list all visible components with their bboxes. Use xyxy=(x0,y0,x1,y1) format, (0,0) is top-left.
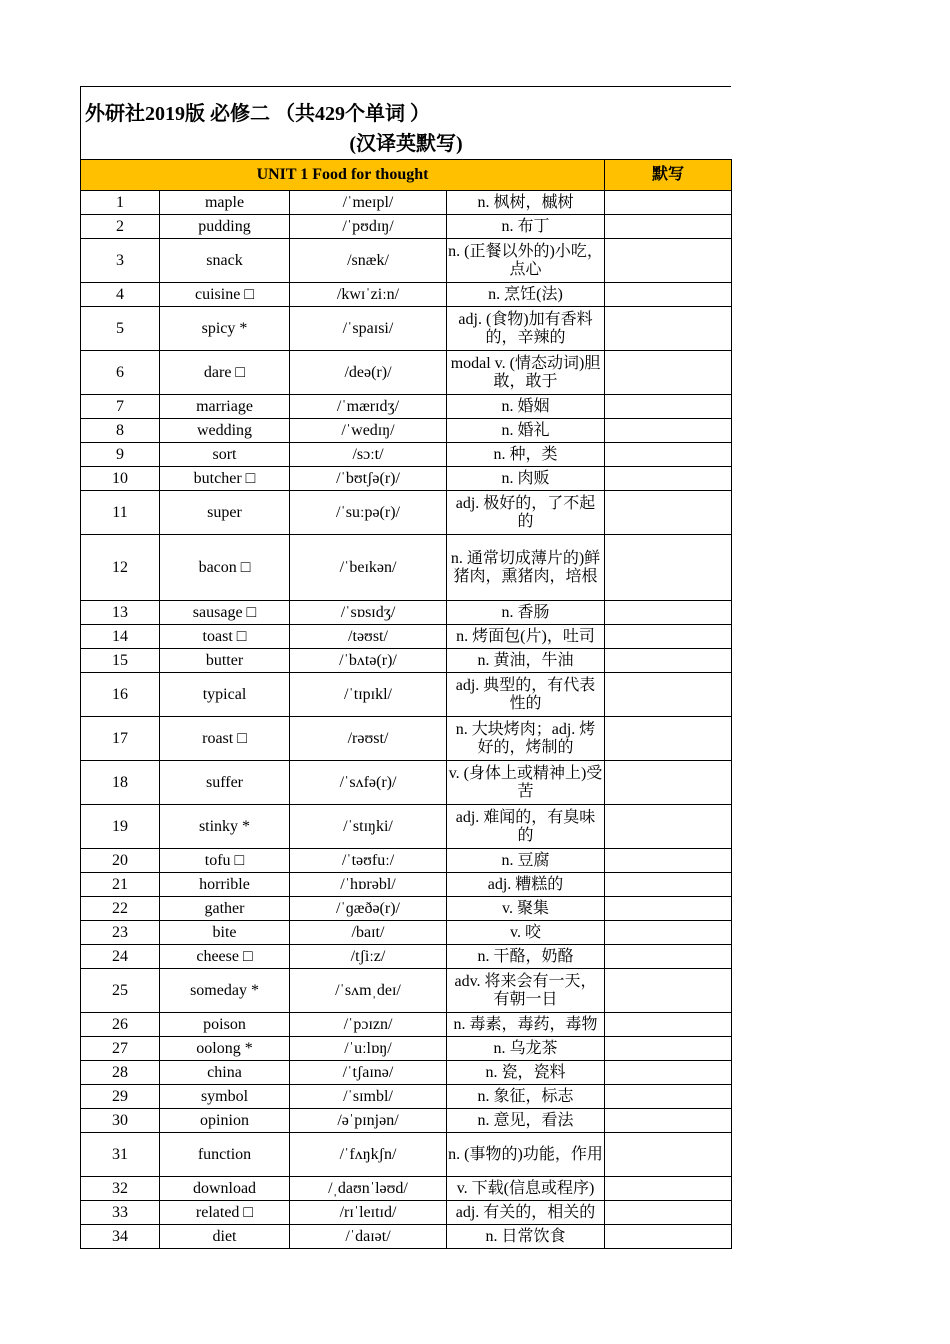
row-number: 29 xyxy=(81,1085,160,1109)
phonetic-cell: /ˈtɪpɪkl/ xyxy=(290,673,447,717)
title-main: 外研社2019版 必修二 xyxy=(85,103,270,125)
word-count: （共429个单词 ） xyxy=(275,103,430,125)
row-number: 25 xyxy=(81,969,160,1013)
row-number: 14 xyxy=(81,625,160,649)
meaning-cell: n. 意见，看法 xyxy=(447,1109,605,1133)
word-cell: cuisine □ xyxy=(160,283,290,307)
row-number: 22 xyxy=(81,897,160,921)
table-row xyxy=(81,1037,732,1061)
phonetic-cell: /ˈsɪmbl/ xyxy=(290,1085,447,1109)
meaning-cell: n. 烤面包(片)，吐司 xyxy=(447,625,605,649)
phonetic-cell: /ˈpɔɪzn/ xyxy=(290,1013,447,1037)
dictation-cell[interactable] xyxy=(605,873,732,897)
meaning-cell: n. 干酪，奶酪 xyxy=(447,945,605,969)
table-row xyxy=(81,1201,732,1225)
dictation-cell[interactable] xyxy=(605,761,732,805)
phonetic-cell: /ˈfʌŋkʃn/ xyxy=(290,1133,447,1177)
table-row xyxy=(81,535,732,601)
table-row xyxy=(81,1225,732,1249)
dictation-cell[interactable] xyxy=(605,191,732,215)
table-row xyxy=(81,873,732,897)
dictation-cell[interactable] xyxy=(605,283,732,307)
dictation-cell[interactable] xyxy=(605,351,732,395)
word-cell: typical xyxy=(160,673,290,717)
phonetic-cell: /ˈbeɪkən/ xyxy=(290,535,447,601)
table-row xyxy=(81,849,732,873)
table-row xyxy=(81,673,732,717)
word-cell: horrible xyxy=(160,873,290,897)
table-row xyxy=(81,307,732,351)
meaning-cell: n. 乌龙茶 xyxy=(447,1037,605,1061)
meaning-cell: n. 肉贩 xyxy=(447,467,605,491)
dictation-cell[interactable] xyxy=(605,945,732,969)
phonetic-cell: /sɔːt/ xyxy=(290,443,447,467)
meaning-cell: n. (正餐以外的)小吃，点心 xyxy=(447,239,605,283)
phonetic-cell: /ˈsʌmˌdeɪ/ xyxy=(290,969,447,1013)
row-number: 6 xyxy=(81,351,160,395)
dictation-cell[interactable] xyxy=(605,921,732,945)
phonetic-cell: /ˈdaɪət/ xyxy=(290,1225,447,1249)
meaning-cell: n. 枫树，槭树 xyxy=(447,191,605,215)
table-row xyxy=(81,945,732,969)
dictation-cell[interactable] xyxy=(605,1177,732,1201)
meaning-cell: n. 烹饪(法) xyxy=(447,283,605,307)
sheet-title xyxy=(85,97,430,126)
row-number: 21 xyxy=(81,873,160,897)
meaning-cell: adj. 典型的，有代表性的 xyxy=(447,673,605,717)
dictation-cell[interactable] xyxy=(605,1037,732,1061)
table-row xyxy=(81,1109,732,1133)
word-cell: toast □ xyxy=(160,625,290,649)
meaning-cell: n. 豆腐 xyxy=(447,849,605,873)
table-row xyxy=(81,761,732,805)
table-row xyxy=(81,191,732,215)
phonetic-cell: /ˈɡæðə(r)/ xyxy=(290,897,447,921)
phonetic-cell: /ˈpʊdɪŋ/ xyxy=(290,215,447,239)
phonetic-cell: /ˈsuːpə(r)/ xyxy=(290,491,447,535)
meaning-cell: adj. 糟糕的 xyxy=(447,873,605,897)
meaning-cell: n. 瓷，瓷料 xyxy=(447,1061,605,1085)
phonetic-cell: /ˈbʊtʃə(r)/ xyxy=(290,467,447,491)
dictation-cell[interactable] xyxy=(605,1201,732,1225)
meaning-cell: v. (身体上或精神上)受苦 xyxy=(447,761,605,805)
word-cell: function xyxy=(160,1133,290,1177)
meaning-cell: adj. 极好的，了不起的 xyxy=(447,491,605,535)
table-row xyxy=(81,395,732,419)
row-number: 13 xyxy=(81,601,160,625)
dictation-cell[interactable] xyxy=(605,1013,732,1037)
table-row xyxy=(81,419,732,443)
row-number: 28 xyxy=(81,1061,160,1085)
word-cell: tofu □ xyxy=(160,849,290,873)
word-cell: opinion xyxy=(160,1109,290,1133)
word-cell: pudding xyxy=(160,215,290,239)
meaning-cell: n. 香肠 xyxy=(447,601,605,625)
table-row xyxy=(81,351,732,395)
row-number: 34 xyxy=(81,1225,160,1249)
row-number: 17 xyxy=(81,717,160,761)
word-cell: china xyxy=(160,1061,290,1085)
meaning-cell: modal v. (情态动词)胆敢，敢于 xyxy=(447,351,605,395)
phonetic-cell: /tʃiːz/ xyxy=(290,945,447,969)
title-box xyxy=(80,86,731,159)
meaning-cell: n. 婚姻 xyxy=(447,395,605,419)
phonetic-cell: /ˈspaɪsi/ xyxy=(290,307,447,351)
phonetic-cell: /ˈuːlɒŋ/ xyxy=(290,1037,447,1061)
row-number: 12 xyxy=(81,535,160,601)
meaning-cell: n. 种，类 xyxy=(447,443,605,467)
table-row xyxy=(81,805,732,849)
table-row xyxy=(81,649,732,673)
word-cell: poison xyxy=(160,1013,290,1037)
phonetic-cell: /ˈsɒsɪdʒ/ xyxy=(290,601,447,625)
meaning-cell: adj. (食物)加有香料的，辛辣的 xyxy=(447,307,605,351)
word-cell: someday * xyxy=(160,969,290,1013)
word-cell: diet xyxy=(160,1225,290,1249)
word-cell: symbol xyxy=(160,1085,290,1109)
table-row xyxy=(81,1177,732,1201)
meaning-cell: n. 日常饮食 xyxy=(447,1225,605,1249)
meaning-cell: v. 下载(信息或程序) xyxy=(447,1177,605,1201)
phonetic-cell: /ˈstɪŋki/ xyxy=(290,805,447,849)
row-number: 5 xyxy=(81,307,160,351)
phonetic-cell: /baɪt/ xyxy=(290,921,447,945)
dictation-cell[interactable] xyxy=(605,1109,732,1133)
row-number: 27 xyxy=(81,1037,160,1061)
row-number: 10 xyxy=(81,467,160,491)
word-cell: sort xyxy=(160,443,290,467)
dictation-cell[interactable] xyxy=(605,419,732,443)
table-row xyxy=(81,1133,732,1177)
word-cell: sausage □ xyxy=(160,601,290,625)
row-number: 7 xyxy=(81,395,160,419)
phonetic-cell: /ˈmeɪpl/ xyxy=(290,191,447,215)
phonetic-cell: /ˈhɒrəbl/ xyxy=(290,873,447,897)
row-number: 2 xyxy=(81,215,160,239)
row-number: 9 xyxy=(81,443,160,467)
table-row xyxy=(81,921,732,945)
dictation-cell[interactable] xyxy=(605,601,732,625)
row-number: 4 xyxy=(81,283,160,307)
table-row xyxy=(81,601,732,625)
dictation-cell[interactable] xyxy=(605,467,732,491)
phonetic-cell: /rɪˈleɪtɪd/ xyxy=(290,1201,447,1225)
row-number: 30 xyxy=(81,1109,160,1133)
word-cell: suffer xyxy=(160,761,290,805)
dictation-cell[interactable] xyxy=(605,805,732,849)
word-cell: related □ xyxy=(160,1201,290,1225)
dictation-cell[interactable] xyxy=(605,849,732,873)
dictation-cell[interactable] xyxy=(605,395,732,419)
word-cell: butter xyxy=(160,649,290,673)
meaning-cell: n. 毒素，毒药，毒物 xyxy=(447,1013,605,1037)
phonetic-cell: /təʊst/ xyxy=(290,625,447,649)
row-number: 8 xyxy=(81,419,160,443)
word-cell: gather xyxy=(160,897,290,921)
meaning-cell: n. 大块烤肉；adj. 烤好的，烤制的 xyxy=(447,717,605,761)
dictation-cell[interactable] xyxy=(605,673,732,717)
phonetic-cell: /ˈmærɪdʒ/ xyxy=(290,395,447,419)
word-cell: bite xyxy=(160,921,290,945)
row-number: 11 xyxy=(81,491,160,535)
word-cell: spicy * xyxy=(160,307,290,351)
phonetic-cell: /ˌdaʊnˈləʊd/ xyxy=(290,1177,447,1201)
word-cell: marriage xyxy=(160,395,290,419)
dictation-cell[interactable] xyxy=(605,1085,732,1109)
dictation-cell[interactable] xyxy=(605,1061,732,1085)
dictation-cell[interactable] xyxy=(605,1133,732,1177)
meaning-cell: v. 咬 xyxy=(447,921,605,945)
dictation-cell[interactable] xyxy=(605,1225,732,1249)
meaning-cell: n. 象征，标志 xyxy=(447,1085,605,1109)
word-cell: cheese □ xyxy=(160,945,290,969)
dictation-cell[interactable] xyxy=(605,307,732,351)
word-cell: maple xyxy=(160,191,290,215)
word-cell: butcher □ xyxy=(160,467,290,491)
unit-header: UNIT 1 Food for thought xyxy=(81,160,605,191)
dictation-header: 默写 xyxy=(605,160,732,191)
phonetic-cell: /ˈbʌtə(r)/ xyxy=(290,649,447,673)
table-header-row xyxy=(81,160,732,191)
phonetic-cell: /ˈtʃaɪnə/ xyxy=(290,1061,447,1085)
word-cell: super xyxy=(160,491,290,535)
meaning-cell: n. 布丁 xyxy=(447,215,605,239)
dictation-cell[interactable] xyxy=(605,897,732,921)
table-row xyxy=(81,443,732,467)
row-number: 16 xyxy=(81,673,160,717)
phonetic-cell: /əˈpɪnjən/ xyxy=(290,1109,447,1133)
dictation-cell[interactable] xyxy=(605,969,732,1013)
phonetic-cell: /snæk/ xyxy=(290,239,447,283)
phonetic-cell: /ˈwedɪŋ/ xyxy=(290,419,447,443)
sheet-subtitle: (汉译英默写) xyxy=(349,133,463,155)
word-cell: snack xyxy=(160,239,290,283)
dictation-cell[interactable] xyxy=(605,239,732,283)
dictation-cell[interactable] xyxy=(605,491,732,535)
table-row xyxy=(81,717,732,761)
row-number: 15 xyxy=(81,649,160,673)
row-number: 26 xyxy=(81,1013,160,1037)
dictation-cell[interactable] xyxy=(605,443,732,467)
row-number: 1 xyxy=(81,191,160,215)
phonetic-cell: /kwɪˈziːn/ xyxy=(290,283,447,307)
word-cell: roast □ xyxy=(160,717,290,761)
word-cell: download xyxy=(160,1177,290,1201)
row-number: 18 xyxy=(81,761,160,805)
table-row xyxy=(81,215,732,239)
phonetic-cell: /rəʊst/ xyxy=(290,717,447,761)
vocabulary-table xyxy=(80,159,732,1249)
row-number: 31 xyxy=(81,1133,160,1177)
row-number: 24 xyxy=(81,945,160,969)
row-number: 3 xyxy=(81,239,160,283)
table-row xyxy=(81,491,732,535)
meaning-cell: n. 黄油，牛油 xyxy=(447,649,605,673)
table-row xyxy=(81,969,732,1013)
word-cell: dare □ xyxy=(160,351,290,395)
meaning-cell: v. 聚集 xyxy=(447,897,605,921)
table-row xyxy=(81,239,732,283)
meaning-cell: adv. 将来会有一天，有朝一日 xyxy=(447,969,605,1013)
phonetic-cell: /ˈtəʊfuː/ xyxy=(290,849,447,873)
dictation-cell[interactable] xyxy=(605,535,732,601)
word-cell: stinky * xyxy=(160,805,290,849)
word-cell: oolong * xyxy=(160,1037,290,1061)
dictation-cell[interactable] xyxy=(605,625,732,649)
table-row xyxy=(81,897,732,921)
row-number: 19 xyxy=(81,805,160,849)
row-number: 20 xyxy=(81,849,160,873)
table-row xyxy=(81,467,732,491)
row-number: 32 xyxy=(81,1177,160,1201)
table-row xyxy=(81,625,732,649)
meaning-cell: n. (事物的)功能，作用 xyxy=(447,1133,605,1177)
meaning-cell: adj. 有关的，相关的 xyxy=(447,1201,605,1225)
meaning-cell: n. 通常切成薄片的)鲜猪肉，熏猪肉，培根 xyxy=(447,535,605,601)
table-row xyxy=(81,1085,732,1109)
meaning-cell: n. 婚礼 xyxy=(447,419,605,443)
phonetic-cell: /deə(r)/ xyxy=(290,351,447,395)
row-number: 33 xyxy=(81,1201,160,1225)
dictation-cell[interactable] xyxy=(605,717,732,761)
word-cell: wedding xyxy=(160,419,290,443)
dictation-cell[interactable] xyxy=(605,649,732,673)
word-cell: bacon □ xyxy=(160,535,290,601)
row-number: 23 xyxy=(81,921,160,945)
vocabulary-sheet xyxy=(80,86,731,1249)
table-row xyxy=(81,1061,732,1085)
table-row xyxy=(81,283,732,307)
phonetic-cell: /ˈsʌfə(r)/ xyxy=(290,761,447,805)
dictation-cell[interactable] xyxy=(605,215,732,239)
table-row xyxy=(81,1013,732,1037)
meaning-cell: adj. 难闻的，有臭味的 xyxy=(447,805,605,849)
